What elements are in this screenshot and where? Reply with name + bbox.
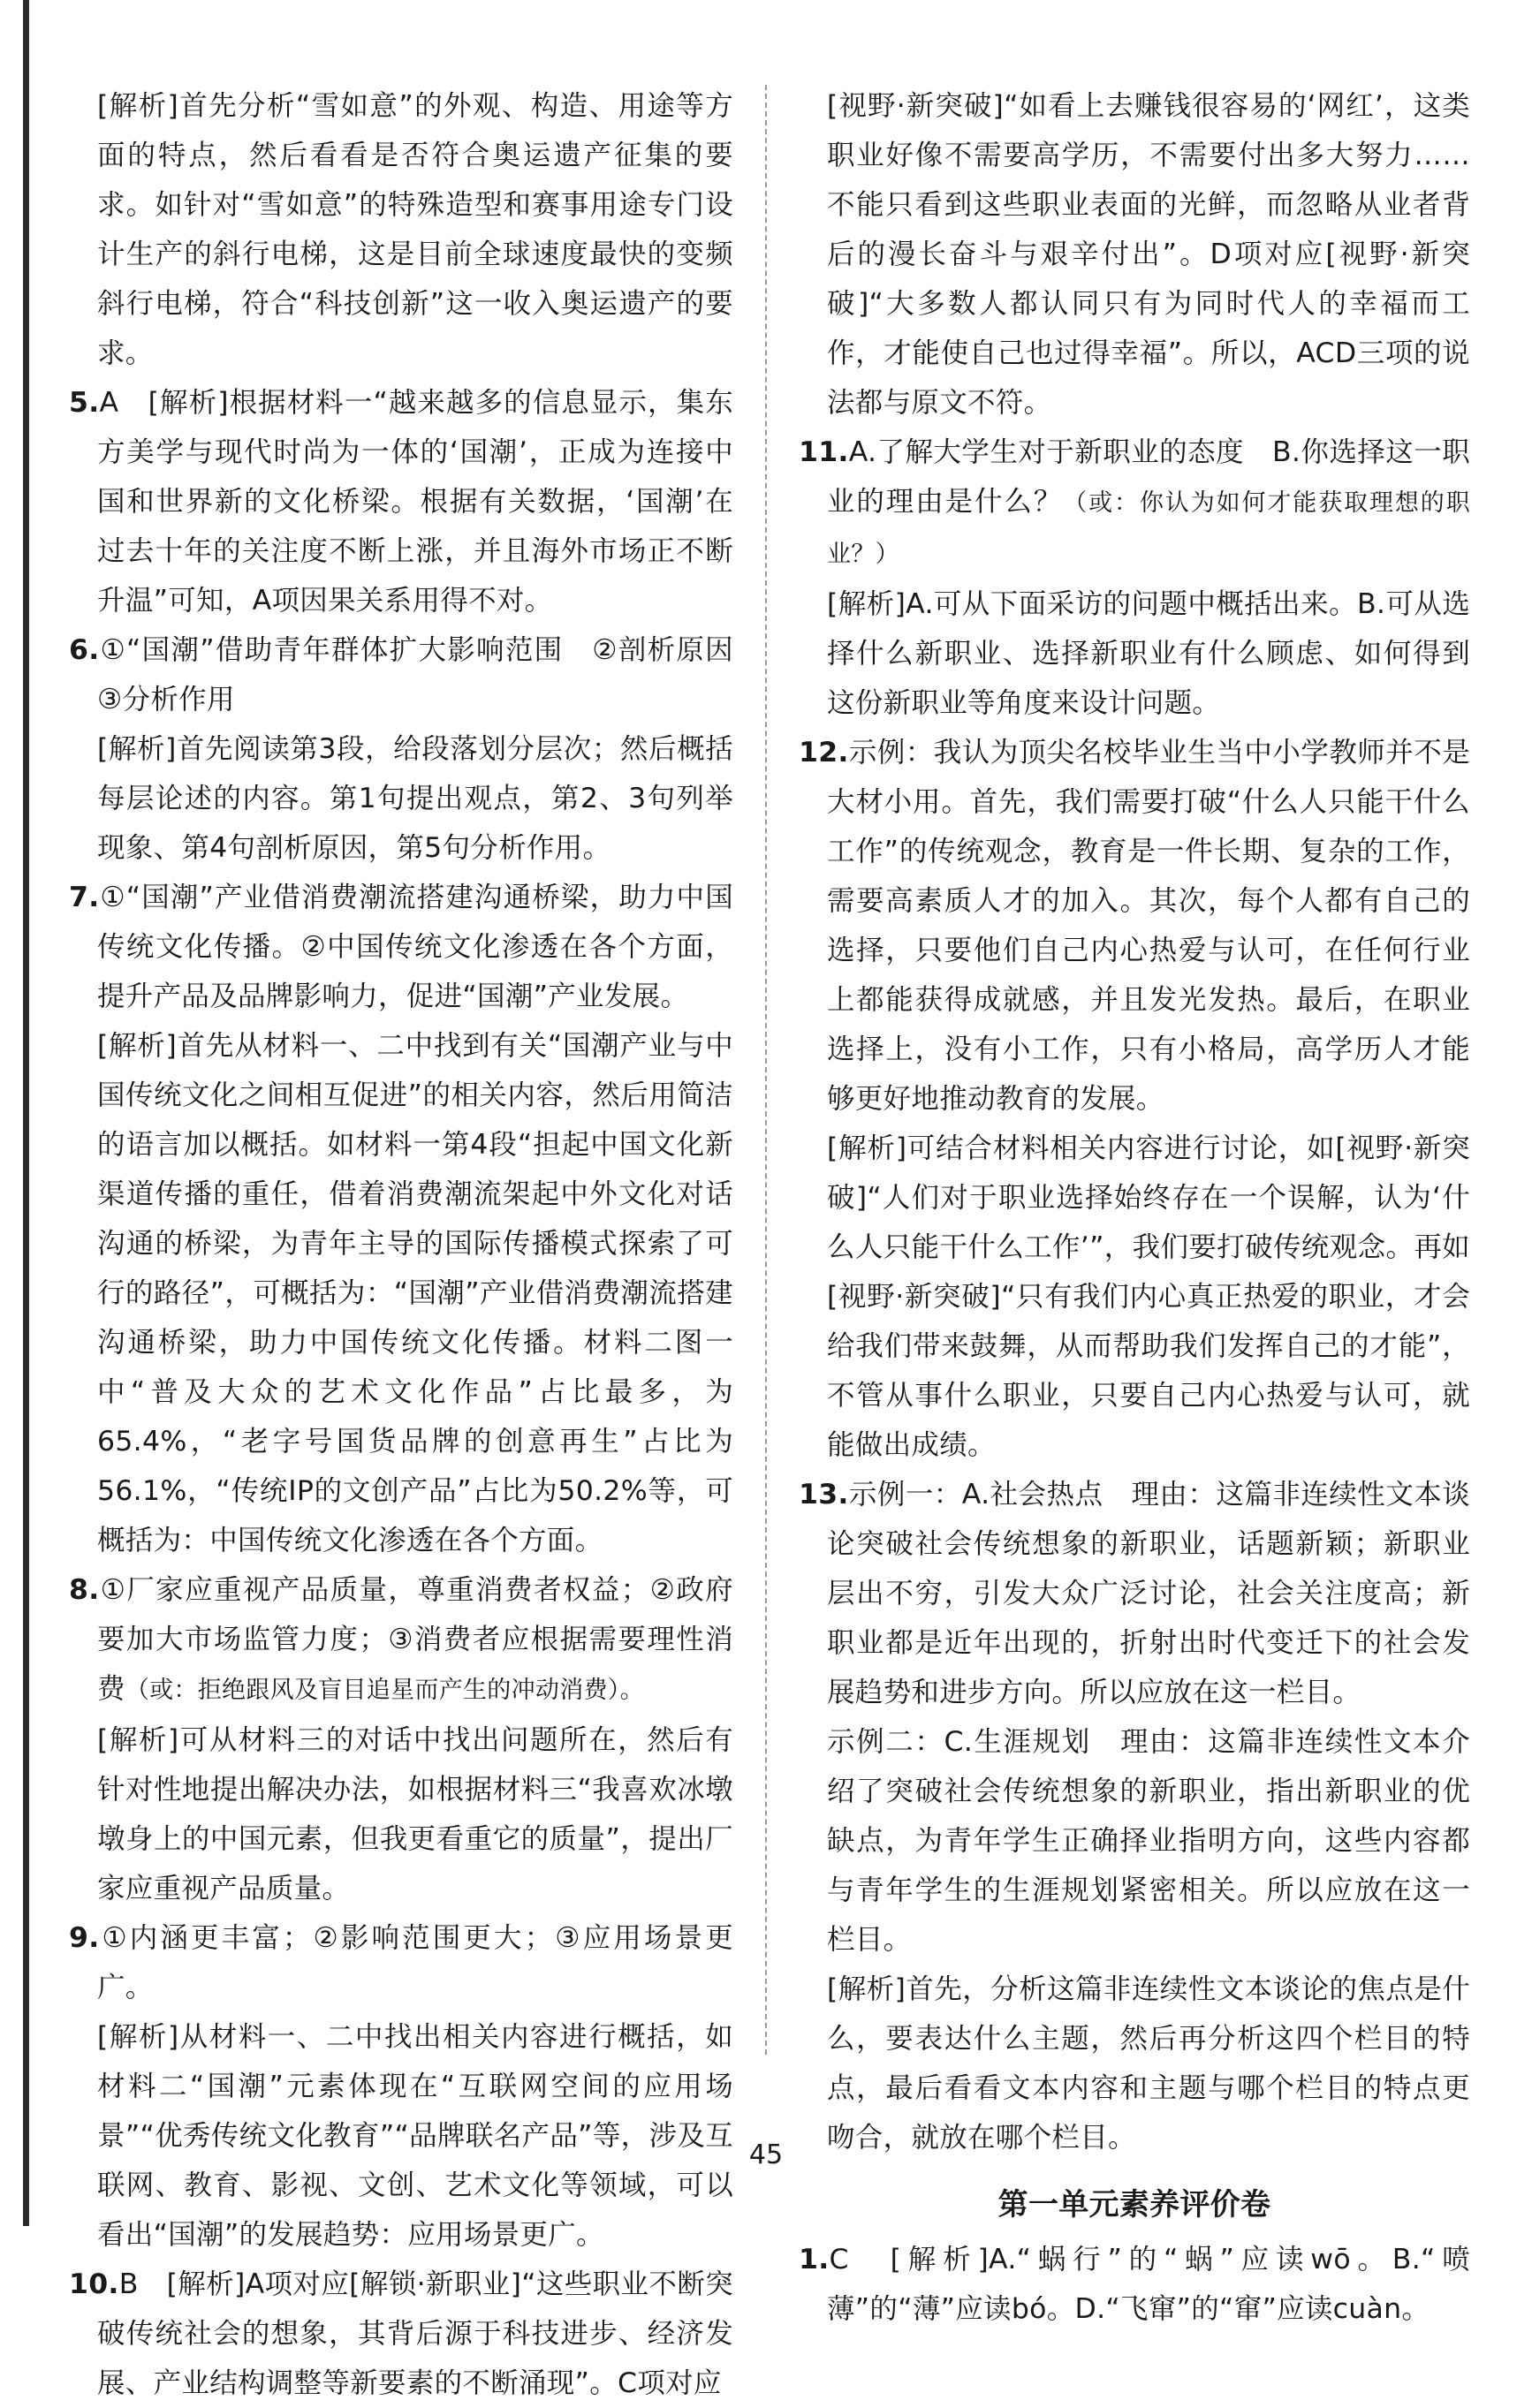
paragraph-text: ①内涵更丰富；②影响范围更大；③应用场景更广。 <box>97 1922 733 2003</box>
right-column <box>799 81 1470 2334</box>
answer-paragraph <box>69 625 762 724</box>
paragraph-text: 第一单元素养评价卷 <box>997 2187 1271 2222</box>
paragraph-text: A.了解大学生对于新职业的态度 B.你选择这一职业的理由是什么？ <box>827 436 1470 518</box>
question-number: 12. <box>799 737 849 769</box>
answer-paragraph <box>69 81 733 378</box>
answer-paragraph <box>799 579 1470 728</box>
question-number: 11. <box>799 436 849 468</box>
section-title <box>799 2180 1470 2230</box>
paragraph-text: B [解析]A项对应[解锁·新职业]“这些职业不断突破传统社会的想象，其背后源于科技进步、经济发展、产业结构调整等新要素的不断涌现”。C项对应 <box>97 2268 733 2399</box>
question-number: 7. <box>69 882 100 913</box>
answer-paragraph <box>799 81 1470 428</box>
paragraph-text: [解析]可结合材料相关内容进行讨论，如[视野·新突破]“人们对于职业选择始终存在一个误解，认为‘什么人只能干什么工作’”，我们要打破传统观念。再如[视野·新突破]“只有我们内心真正热爱的职业，才会给我们带来鼓舞，从而帮助我们发挥自己的才能”，不管从事什么职业，只要自己内心热爱与认可，就能做出成绩。 <box>827 1132 1470 1461</box>
answer-paragraph <box>69 724 733 873</box>
answer-paragraph <box>69 2012 733 2260</box>
answer-paragraph <box>69 873 733 1021</box>
page-edge-bar <box>23 0 29 2226</box>
paragraph-text: [解析]从材料一、二中找出相关内容进行概括，如材料二“国潮”元素体现在“互联网空间的应用场景”“优秀传统文化教育”“品牌联名产品”等，涉及互联网、教育、影视、文创、艺术文化等领域，可以看出“国潮”的发展趋势：应用场景更广。 <box>97 2021 733 2251</box>
paragraph-text: C [解析]A.“蜗行”的“蜗”应读wō。B.“喷薄”的“薄”应读bó。D.“飞窜”的“窜”应读cuàn。 <box>827 2244 1470 2325</box>
left-column <box>69 81 762 2408</box>
answer-paragraph <box>799 2235 1470 2334</box>
paragraph-text: [解析]首先分析“雪如意”的外观、构造、用途等方面的特点，然后看看是否符合奥运遗产征集的要求。如针对“雪如意”的特殊造型和赛事用途专门设计生产的斜行电梯，这是目前全球速度最快的变频斜行电梯，符合“科技创新”这一收入奥运遗产的要求。 <box>97 90 733 369</box>
answer-paragraph <box>69 1021 733 1565</box>
paragraph-text: A [解析]根据材料一“越来越多的信息显示，集东方美学与现代时尚为一体的‘国潮’，正成为连接中国和世界新的文化桥梁。根据有关数据，‘国潮’在过去十年的关注度不断上涨，并且海外市场正不断升温”可知，A项因果关系用得不对。 <box>97 387 733 617</box>
paragraph-text: [解析]首先阅读第3段，给段落划分层次；然后概括每层论述的内容。第1句提出观点，第2、3句列举现象、第4句剖析原因，第5句分析作用。 <box>97 733 733 864</box>
paragraph-text: [解析]可从材料三的对话中找出问题所在，然后有针对性地提出解决办法，如根据材料三“我喜欢冰墩墩身上的中国元素，但我更看重它的质量”，提出厂家应重视产品质量。 <box>97 1724 733 1904</box>
answer-paragraph <box>799 1717 1470 1965</box>
question-number: 9. <box>69 1922 100 1954</box>
answer-paragraph <box>69 1565 733 1715</box>
paragraph-text: 示例一：A.社会热点 理由：这篇非连续性文本谈论突破社会传统想象的新职业，话题新颖；新职业层出不穷，引发大众广泛讨论，社会关注度高；新职业都是近年出现的，折射出时代变迁下的社会发展趋势和进步方向。所以应放在这一栏目。 <box>827 1479 1470 1708</box>
answer-paragraph <box>799 1124 1470 1470</box>
column-divider <box>765 85 767 2055</box>
answer-paragraph <box>799 1965 1470 2162</box>
answer-paragraph <box>799 1470 1470 1717</box>
alternate-answer-note: （或：拒绝跟风及盲目追星而产生的冲动消费）。 <box>125 1677 644 1704</box>
paragraph-text: [解析]首先从材料一、二中找到有关“国潮产业与中国传统文化之间相互促进”的相关内容，然后用简洁的语言加以概括。如材料一第4段“担起中国文化新渠道传播的重任，借着消费潮流架起中外文化对话沟通的桥梁，为青年主导的国际传播模式探索了可行的路径”，可概括为：“国潮”产业借消费潮流搭建沟通桥梁，助力中国传统文化传播。材料二图一中“普及大众的艺术文化作品”占比最多，为65.4%，“老字号国货品牌的创意再生”占比为56.1%，“传统IP的文创产品”占比为50.2%等，可概括为：中国传统文化渗透在各个方面。 <box>97 1030 733 1556</box>
paragraph-text: ①“国潮”产业借消费潮流搭建沟通桥梁，助力中国传统文化传播。②中国传统文化渗透在各个方面，提升产品及品牌影响力，促进“国潮”产业发展。 <box>97 882 733 1012</box>
question-number: 1. <box>799 2244 830 2275</box>
answer-paragraph <box>69 1913 733 2012</box>
paragraph-text: ①厂家应重视产品质量，尊重消费者权益；②政府要加大市场监管力度；③消费者应根据需要理性消费 <box>97 1574 733 1705</box>
paragraph-text: [解析]首先，分析这篇非连续性文本谈论的焦点是什么，要表达什么主题，然后再分析这四个栏目的特点，最后看看文本内容和主题与哪个栏目的特点更吻合，就放在哪个栏目。 <box>827 1973 1470 2154</box>
answer-paragraph <box>799 728 1470 1124</box>
answer-paragraph <box>799 428 1470 579</box>
question-number: 10. <box>69 2268 119 2300</box>
answer-paragraph <box>69 1715 733 1913</box>
question-number: 8. <box>69 1574 100 1606</box>
answer-paragraph <box>69 378 733 625</box>
alternate-answer-note: （或：你认为如何才能获取理想的职业？） <box>827 489 1470 568</box>
paragraph-text: ①“国潮”借助青年群体扩大影响范围 ②剖析原因 ③分析作用 <box>97 634 762 716</box>
paragraph-text: 示例二：C.生涯规划 理由：这篇非连续性文本介绍了突破社会传统想象的新职业，指出新职业的优缺点，为青年学生正确择业指明方向，这些内容都与青年学生的生涯规划紧密相关。所以应放在这一栏目。 <box>827 1726 1470 1956</box>
page-number: 45 <box>748 2139 784 2170</box>
question-number: 13. <box>799 1479 849 1511</box>
answer-paragraph <box>69 2260 733 2408</box>
paragraph-text: [解析]A.可从下面采访的问题中概括出来。B.可从选择什么新职业、选择新职业有什么顾虑、如何得到这份新职业等角度来设计问题。 <box>827 588 1470 719</box>
question-number: 5. <box>69 387 100 419</box>
question-number: 6. <box>69 634 100 666</box>
paragraph-text: 示例：我认为顶尖名校毕业生当中小学教师并不是大材小用。首先，我们需要打破“什么人只能干什么工作”的传统观念，教育是一件长期、复杂的工作，需要高素质人才的加入。其次，每个人都有自己的选择，只要他们自己内心热爱与认可，在任何行业上都能获得成就感，并且发光发热。最后，在职业选择上，没有小工作，只有小格局，高学历人才能够更好地推动教育的发展。 <box>827 737 1470 1115</box>
paragraph-text: [视野·新突破]“如看上去赚钱很容易的‘网红’，这类职业好像不需要高学历，不需要付出多大努力……不能只看到这些职业表面的光鲜，而忽略从业者背后的漫长奋斗与艰辛付出”。D项对应[视野·新突破]“大多数人都认同只有为同时代人的幸福而工作，才能使自己也过得幸福”。所以，ACD三项的说法都与原文不符。 <box>827 90 1470 419</box>
